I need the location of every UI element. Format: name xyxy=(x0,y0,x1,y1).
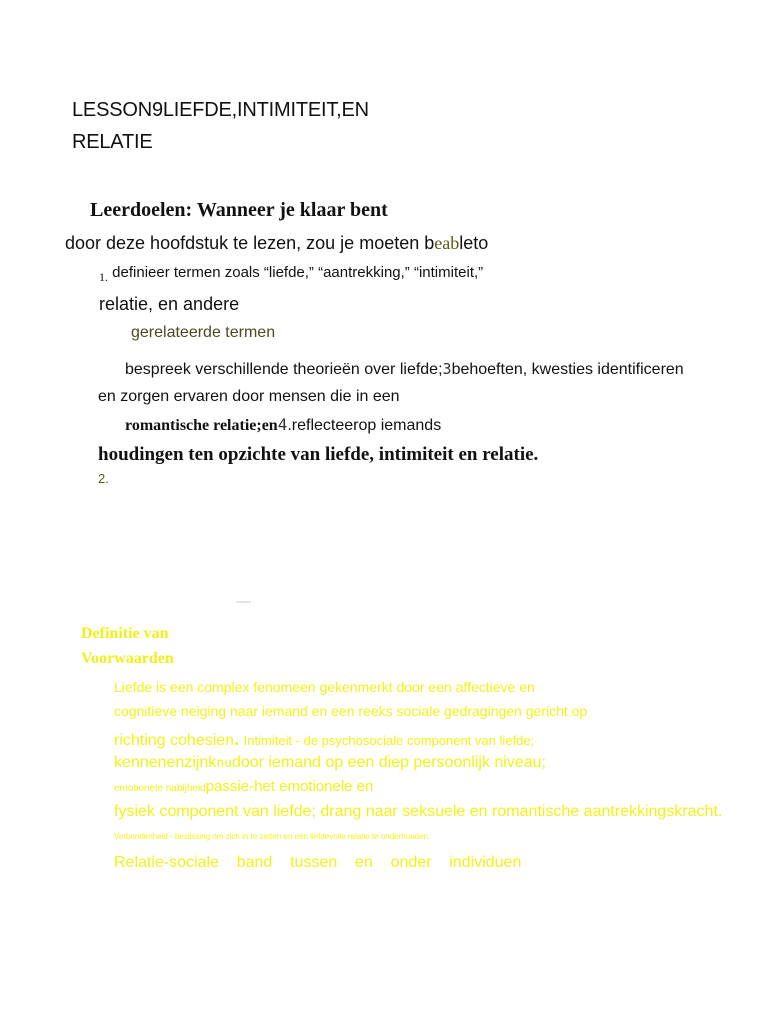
objective-item-1-text: definieer termen zoals “liefde,” “aantrekking,” “intimiteit,” xyxy=(112,264,484,281)
objective-item-4-line-2: houdingen ten opzichte van liefde, intimiteit en relatie. xyxy=(98,444,539,465)
commitment-definition: Verbondenheid - beslissing om zich in te zetten en een liefdevolle relatie te onderhouden. xyxy=(114,832,431,841)
title-line-2: RELATIE xyxy=(72,131,153,153)
objective-item-3-line-2: en zorgen ervaren door mensen die in een xyxy=(98,388,400,405)
objective-item-4-number: 4 xyxy=(277,415,288,434)
passion-line-1 xyxy=(114,778,373,796)
definitions-heading-line-1: Definitie van xyxy=(81,625,169,642)
stray-number: 2. xyxy=(98,471,109,486)
intimacy-definition-part-a: kennenenzijnk xyxy=(114,754,217,771)
intimacy-definition-line-1: Intimiteit - de psychosociale component van liefde; xyxy=(243,733,535,748)
objectives-intro xyxy=(65,233,488,254)
love-definition-mono: n xyxy=(225,731,235,749)
relation-definition: Relatie-sociale band tussen en onder individuen xyxy=(114,854,522,871)
objective-item-1-number: 1. xyxy=(99,270,108,284)
love-definition-line-3: richting cohesie xyxy=(114,732,226,749)
passion-small-label: emotionele nabijheid xyxy=(114,783,206,794)
title-line-1: LESSON9LIEFDE,INTIMITEIT,EN xyxy=(72,99,369,121)
objective-item-3-number: 3 xyxy=(442,360,452,378)
objective-item-3-text: behoeften, kwesties identificeren xyxy=(451,361,684,378)
objectives-heading: Leerdoelen: Wanneer je klaar bent xyxy=(90,199,388,221)
objective-item-2-text: bespreek verschillende theorieën over liefde; xyxy=(125,361,443,378)
objective-item-1-line-2: relatie, en andere xyxy=(99,294,240,314)
small-mark: ~~~~~~ xyxy=(236,600,251,606)
love-intimacy-line xyxy=(114,729,534,750)
objectives-intro-olive: eab xyxy=(434,233,460,253)
passion-definition-line-2: fysiek component van liefde; drang naar seksuele en romantische aantrekkingskracht. xyxy=(114,803,723,820)
objective-item-3-4 xyxy=(125,415,441,435)
love-definition-line-1: Liefde is een complex fenomeen gekenmerkt door een affectieve en xyxy=(114,679,535,695)
intimacy-definition-line-2 xyxy=(114,754,546,772)
love-definition-line-2: cognitieve neiging naar iemand en een reeks sociale gedragingen gericht op xyxy=(114,703,588,719)
definitions-heading-line-2: Voorwaarden xyxy=(81,650,174,667)
objectives-intro-main: door deze hoofdstuk te lezen, zou je moeten b xyxy=(65,233,435,253)
objective-item-2-3 xyxy=(125,360,684,379)
objectives-intro-end: leto xyxy=(459,233,489,253)
intimacy-definition-mono: nu xyxy=(216,756,232,771)
love-definition-dot: . xyxy=(234,729,240,749)
objective-item-1 xyxy=(99,264,484,284)
objective-item-3-line-3: romantische relatie;en xyxy=(125,417,278,434)
objective-item-4-text: .reflecteerop iemands xyxy=(287,417,442,434)
intimacy-definition-part-b: door iemand op een diep persoonlijk niveau; xyxy=(231,754,546,771)
passion-definition-line-1: passie-het emotionele en xyxy=(205,778,374,795)
objective-item-1-line-3: gerelateerde termen xyxy=(131,324,276,341)
